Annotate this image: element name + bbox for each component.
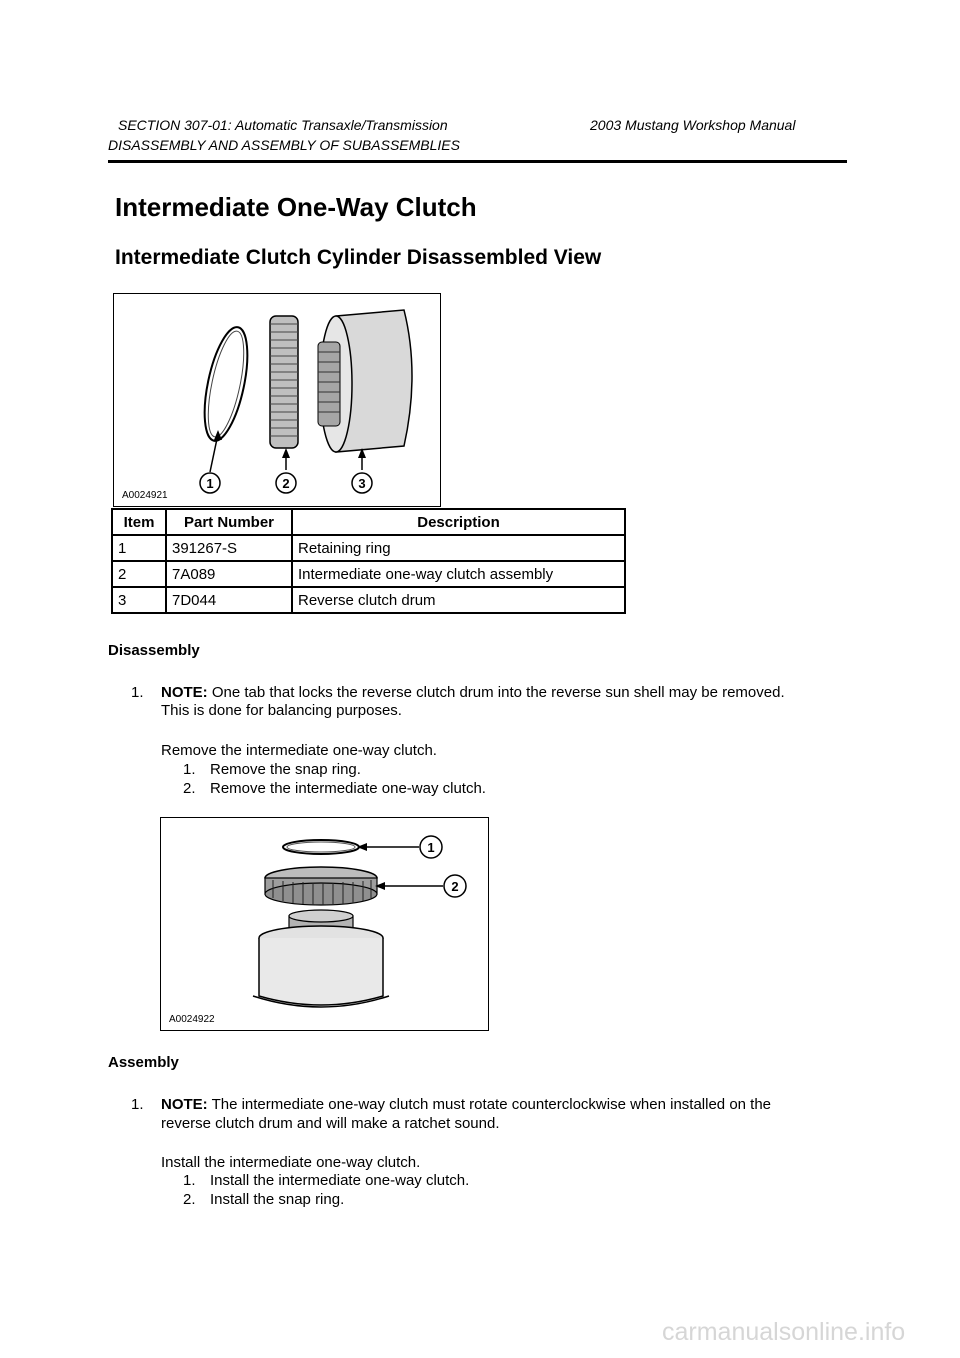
callout-3: 3 [358,476,366,491]
cell-item: 1 [112,535,166,561]
callout-2: 2 [451,879,459,894]
note-text: The intermediate one-way clutch must rotate counterclockwise when installed on the [207,1096,772,1113]
substep-number: 2. [183,780,196,797]
cell-part-number: 7A089 [166,561,292,587]
substep-text: Remove the intermediate one-way clutch. [210,780,486,797]
col-item: Item [112,509,166,535]
substep-number: 2. [183,1191,196,1208]
figure-code: A0024921 [122,490,168,501]
figure-clutch-cylinder-exploded [113,293,441,507]
cell-item: 3 [112,587,166,613]
assembly-instruction: Install the intermediate one-way clutch. [161,1154,421,1171]
note-label: NOTE: [161,1096,208,1113]
substep-text: Install the intermediate one-way clutch. [210,1172,470,1189]
cell-part-number: 391267-S [166,535,292,561]
substep-text: Remove the snap ring. [210,761,361,778]
cell-description: Reverse clutch drum [292,587,625,613]
disassembly-note [161,684,861,701]
subsection-header: DISASSEMBLY AND ASSEMBLY OF SUBASSEMBLIES [108,137,460,153]
assembly-note-continued: reverse clutch drum and will make a ratchet sound. [161,1115,500,1132]
header-rule [108,160,847,163]
clutch-cylinder-illustration [114,294,440,506]
table-header-row [112,509,625,535]
cell-item: 2 [112,561,166,587]
figure-clutch-removal [160,817,489,1031]
page-title: Intermediate One-Way Clutch [115,192,477,222]
disassembly-step-number: 1. [131,684,144,701]
callout-1: 1 [427,840,435,855]
cell-description: Retaining ring [292,535,625,561]
substep-text: Install the snap ring. [210,1191,345,1208]
note-text: One tab that locks the reverse clutch drum into the reverse sun shell may be removed. [207,684,785,701]
figure-code: A0024922 [169,1014,215,1025]
manual-title: 2003 Mustang Workshop Manual [590,117,796,133]
col-part-number: Part Number [166,509,292,535]
disassembly-heading: Disassembly [108,642,200,659]
table-row [112,561,625,587]
col-description: Description [292,509,625,535]
note-label: NOTE: [161,684,208,701]
substep-number: 1. [183,1172,196,1189]
disassembly-instruction: Remove the intermediate one-way clutch. [161,742,437,759]
clutch-removal-illustration [161,818,488,1030]
callout-1: 1 [206,476,214,491]
section-header: SECTION 307-01: Automatic Transaxle/Transmission [118,117,448,133]
page-subtitle: Intermediate Clutch Cylinder Disassembled View [115,246,602,269]
assembly-heading: Assembly [108,1054,179,1071]
table-row [112,535,625,561]
parts-table [111,508,626,614]
cell-part-number: 7D044 [166,587,292,613]
substep-number: 1. [183,761,196,778]
watermark: carmanualsonline.info [662,1318,906,1346]
disassembly-note-continued: This is done for balancing purposes. [161,702,402,719]
table-row [112,587,625,613]
cell-description: Intermediate one-way clutch assembly [292,561,625,587]
assembly-step-number: 1. [131,1096,144,1113]
assembly-note [161,1096,861,1113]
callout-2: 2 [282,476,290,491]
